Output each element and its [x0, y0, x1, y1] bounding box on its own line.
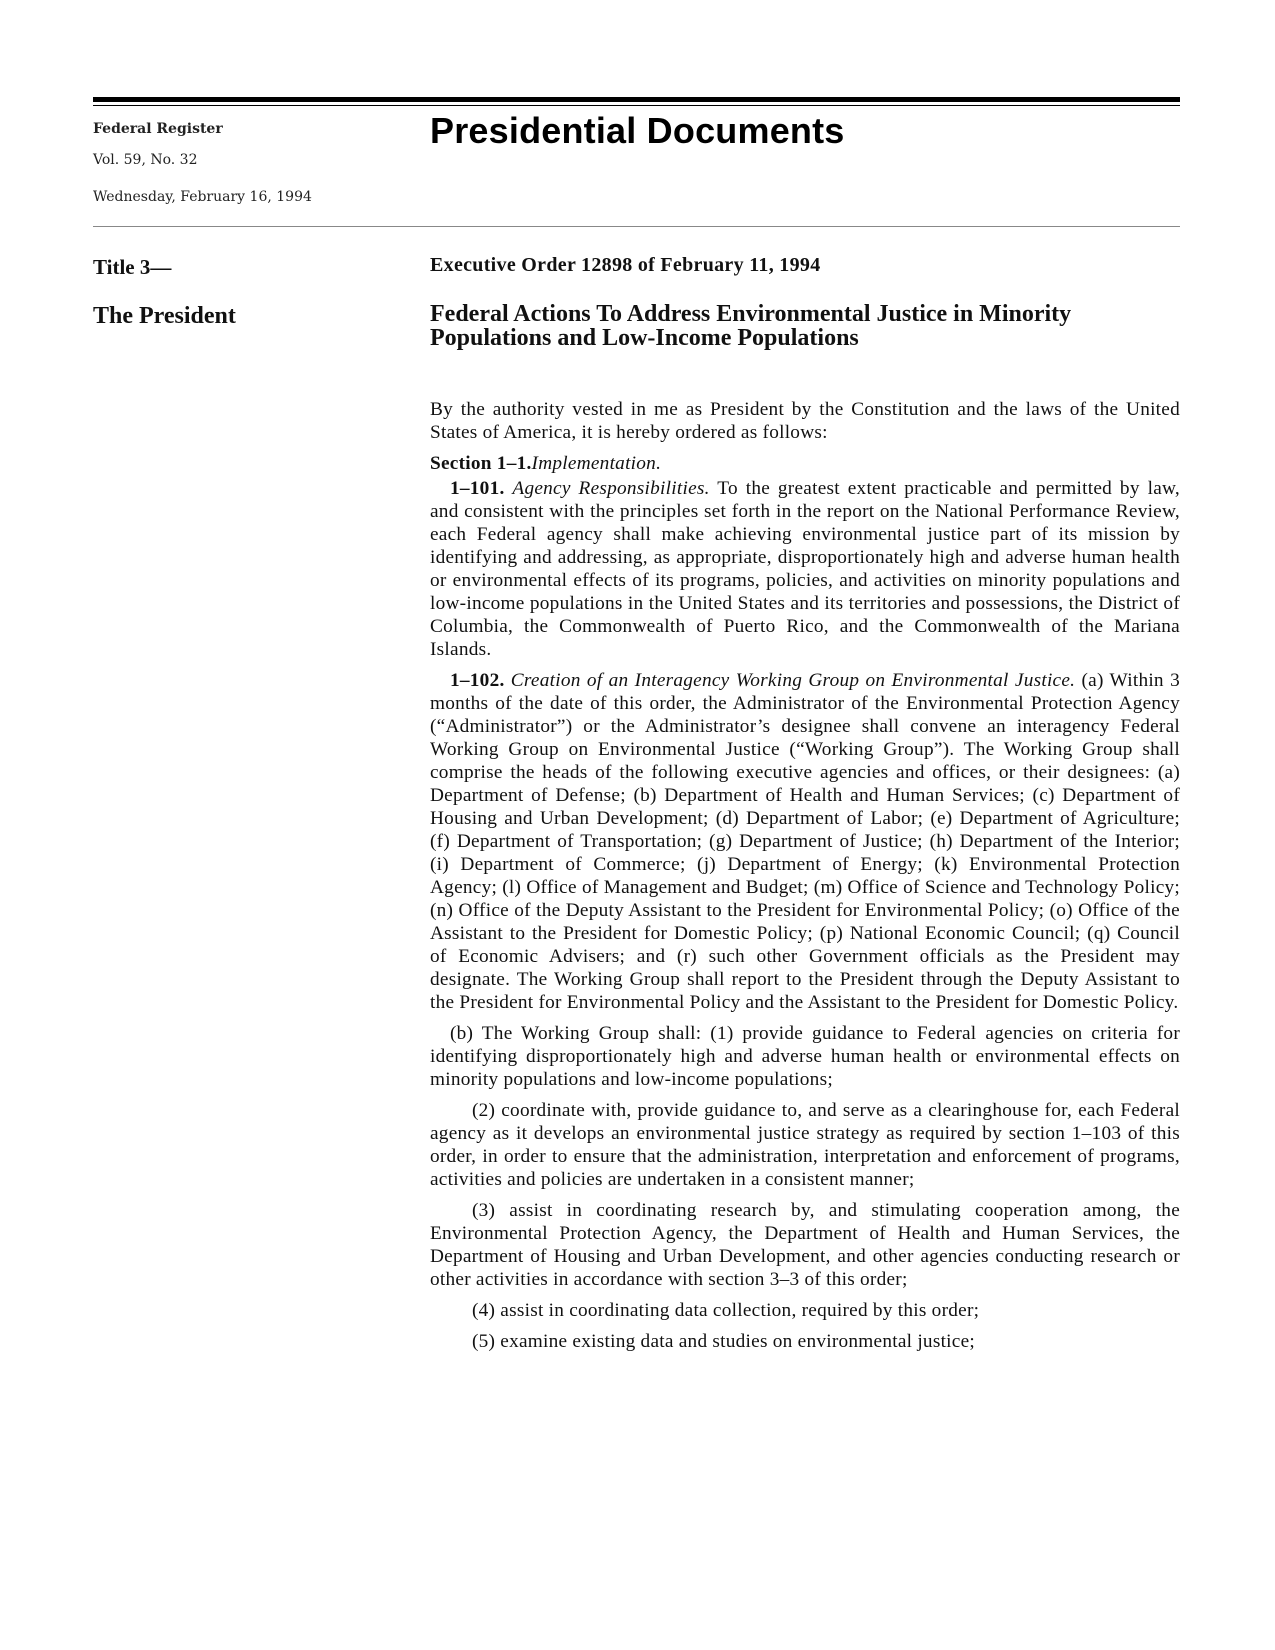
paragraph-text: (a) Within 3 months of the date of this order, the Administrator of the Environmental Protection Agency (“Administrator”) or the Administrator’s designee shall convene an interagency Federal Working Group on Environmental Justice (“Working Group”). The Working Group shall comprise the heads of the following executive agencies and offices, or their designees: (a) Department of Defense; (b) Department of Health and Human Services; (c) Department of Housing and Urban Development; (d) Department of Labor; (e) Department of Agriculture; (f) Department of Transportation; (g) Department of Justice; (h) Department of the Interior; (i) Department of Commerce; (j) Department of Energy; (k) Environmental Protection Agency; (l) Office of Management and Budget; (m) Office of Science and Technology Policy; (n) Office of the Deputy Assistant to the President for Environmental Policy; (o) Office of the Assistant to the President for Domestic Policy; (p) National Economic Council; (q) Council of Economic Advisers; and (r) such other Government officials as the President may designate. The Working Group shall report to the President through the Deputy Assistant to the President for Environmental Policy and the Assistant to the President for Domestic Policy. — [430, 670, 1180, 1013]
paragraph-heading: Creation of an Interagency Working Group on Environmental Justice. — [510, 670, 1076, 691]
section-label: Section 1–1. — [430, 453, 532, 474]
paragraph-b: (b) The Working Group shall: (1) provide guidance to Federal agencies on criteria for identifying disproportionately high and adverse human health or environmental effects on minority populations and low-income populations; — [430, 1023, 1180, 1090]
federal-register-label: Federal Register — [93, 121, 223, 137]
order-body — [430, 398, 1180, 1361]
paragraph-3: (3) assist in coordinating research by, and stimulating cooperation among, the Environmental Protection Agency, the Department of Health and Human Services, the Department of Housing and Urban Development, and other agencies conducting research or other activities in accordance with section 3–3 of this order; — [430, 1200, 1180, 1290]
header-divider — [93, 226, 1180, 227]
volume-number: Vol. 59, No. 32 — [93, 152, 198, 168]
paragraph-2: (2) coordinate with, provide guidance to, and serve as a clearinghouse for, each Federal agency as it develops an environmental justice strategy as required by section 1–103 of this order, in order to ensure that the administration, interpretation and enforcement of programs, activities and policies are undertaken in a consistent manner; — [430, 1100, 1180, 1190]
paragraph-1-102 — [430, 669, 1180, 1014]
title-label: Title 3— — [93, 255, 172, 279]
section-name: Implementation. — [531, 453, 662, 474]
paragraph-heading: Agency Responsibilities. — [512, 478, 710, 499]
paragraph-text: To the greatest extent practicable and permitted by law, and consistent with the principles set forth in the report on the National Performance Review, each Federal agency shall make achieving environmental justice part of its mission by identifying and addressing, as appropriate, disproportionately high and adverse human health or environmental effects of its programs, policies, and activities on minority populations and low-income populations in the United States and its territories and possessions, the District of Columbia, the Commonwealth of Puerto Rico, and the Commonwealth of the Mariana Islands. — [430, 478, 1180, 660]
paragraph-1-101 — [430, 477, 1180, 661]
section-title: Presidential Documents — [430, 110, 845, 151]
intro-paragraph: By the authority vested in me as President by the Constitution and the laws of the United States of America, it is hereby ordered as follows: — [430, 399, 1180, 443]
executive-order-title: Federal Actions To Address Environmental Justice in Minority Populations and Low-Income Populations — [430, 301, 1072, 351]
paragraph-4: (4) assist in coordinating data collection, required by this order; — [472, 1300, 980, 1321]
executive-order-number: Executive Order 12898 of February 11, 1994 — [430, 254, 821, 276]
paragraph-number: 1–101. — [450, 478, 505, 499]
publication-date: Wednesday, February 16, 1994 — [93, 189, 312, 205]
paragraph-number: 1–102. — [450, 670, 505, 691]
section-heading — [430, 452, 1180, 475]
header-rule-thin — [93, 105, 1180, 106]
president-label: The President — [93, 303, 236, 329]
header-rule-thick — [93, 97, 1180, 102]
paragraph-5: (5) examine existing data and studies on environmental justice; — [472, 1331, 976, 1352]
